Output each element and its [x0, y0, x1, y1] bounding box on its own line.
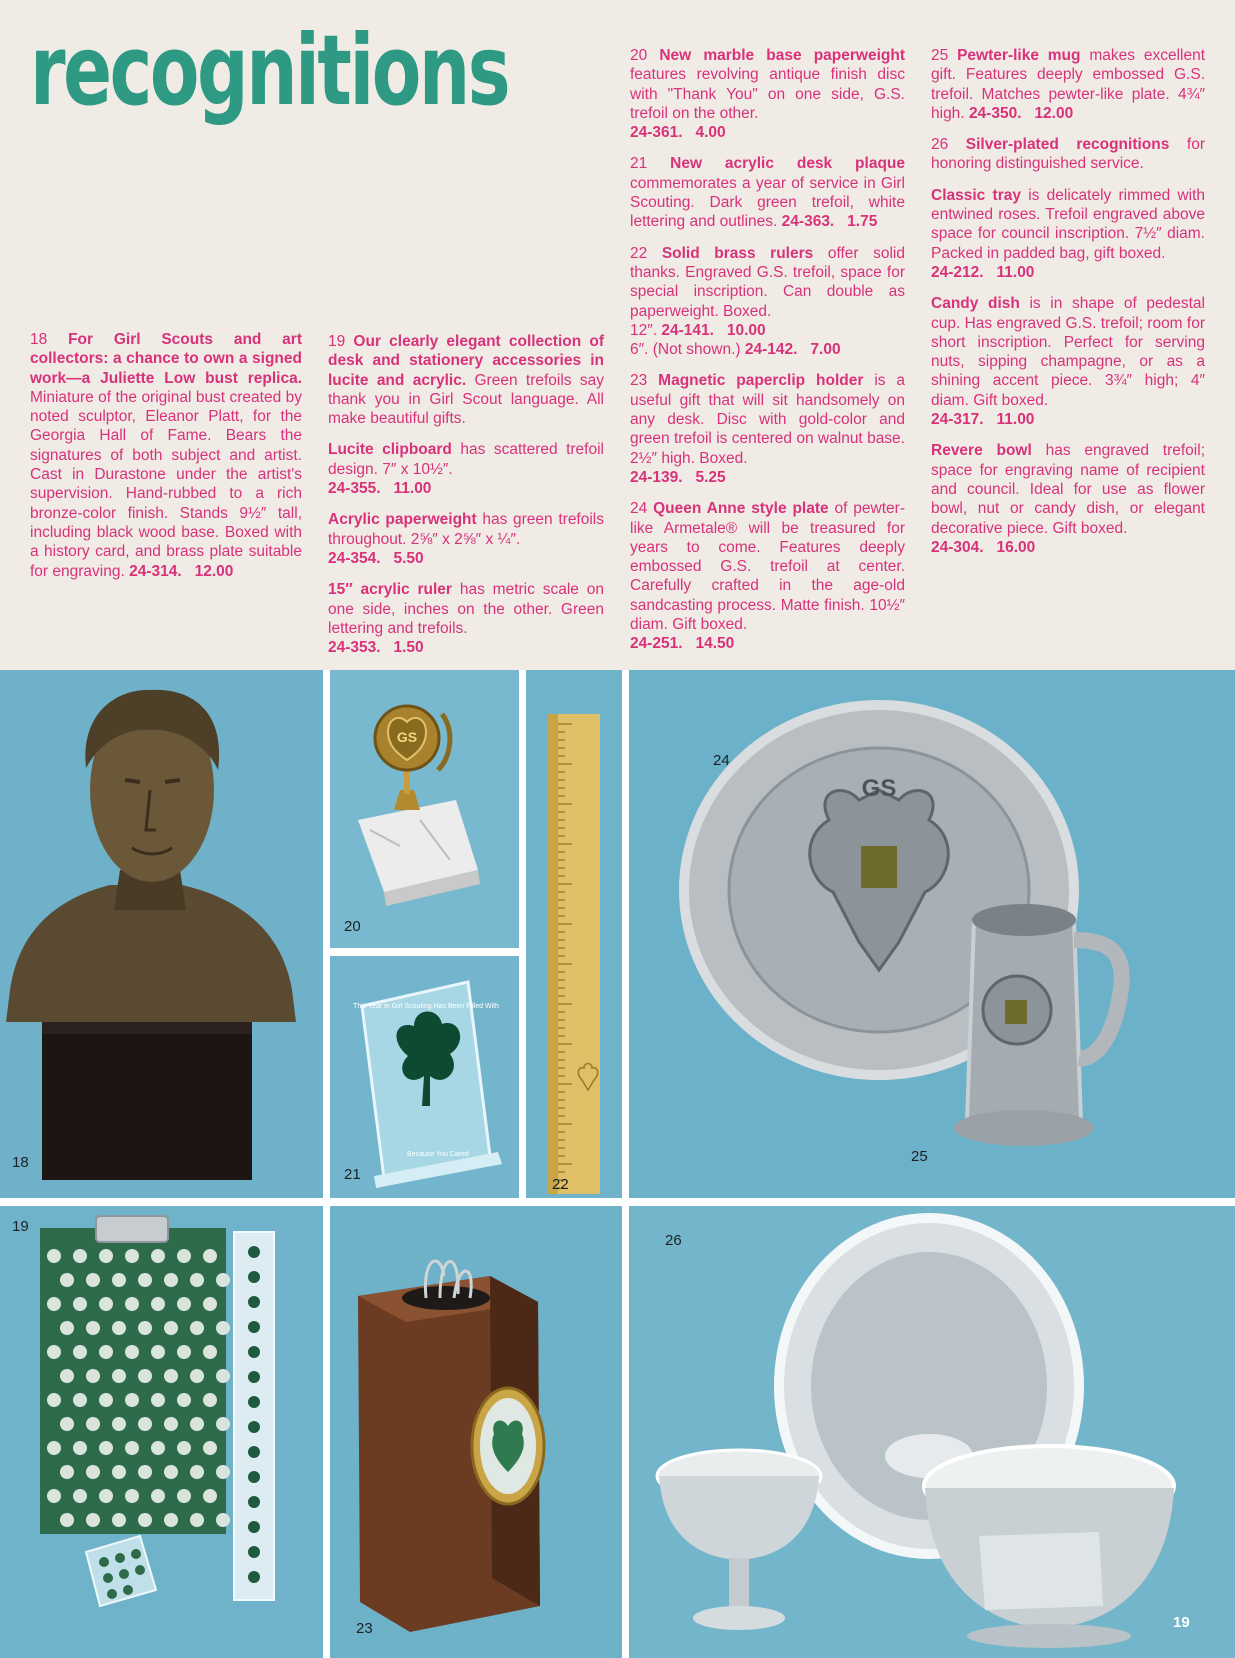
sub-code: 24-353.: [328, 639, 381, 657]
item-19-body: Green trefoils say thank you in Girl Scout language. All make beautiful gifts.: [328, 371, 604, 428]
item-22-code-1: 24-141.: [661, 321, 714, 339]
item-22-price-1: 10.00: [726, 321, 766, 339]
item-20-lead: New marble base paperweight: [659, 47, 905, 64]
trefoil-pattern-dot: [151, 1297, 165, 1311]
trefoil-pattern-dot: [86, 1417, 100, 1431]
column-1: [30, 330, 302, 593]
brass-ruler-illustration: [526, 670, 622, 1198]
item-24-lead: Queen Anne style plate: [653, 500, 829, 518]
photo-label-23: 23: [356, 1620, 373, 1637]
trefoil-pattern-dot: [112, 1417, 126, 1431]
sub-code: 24-304.: [931, 538, 984, 556]
sub-text: has green trefoils throughout. 2⅝″ x 2⅝″ x ¼″.: [328, 511, 605, 548]
plate-emblem-text: GS: [861, 775, 897, 802]
item-22: [630, 244, 905, 360]
trefoil-pattern-dot: [86, 1513, 100, 1527]
item-18-lead: For Girl Scouts and art collectors: a chance to own a signed work—a Juliette Low bust replica.: [30, 331, 302, 387]
item-24-code: 24-251.: [630, 635, 683, 653]
ruler-trefoil: [248, 1471, 260, 1483]
sub-text: has engraved trefoil; space for engraving name of recipient and council. Ideal for use as flower bowl, nut or candy dish, or elegant decorative piece. Gift boxed.: [931, 442, 1206, 537]
photo-24-25-plate-mug: [629, 670, 1235, 1198]
item-25-lead: Pewter-like mug: [957, 47, 1081, 64]
bust-illustration: [0, 670, 323, 1198]
trefoil-pattern-dot: [164, 1513, 178, 1527]
trefoil-pattern-dot: [125, 1489, 139, 1503]
sub-code: 24-355.: [328, 480, 381, 498]
sub-name: Candy dish: [931, 295, 1020, 313]
photo-label-18: 18: [12, 1154, 29, 1171]
photo-label-24: 24: [713, 752, 730, 769]
paperweight-illustration: [330, 670, 519, 948]
trefoil-pattern-dot: [203, 1297, 217, 1311]
sub-text: has metric scale on one side, inches on the other. Green lettering and trefoils.: [328, 581, 604, 637]
item-26-sub-revere-bowl: [931, 441, 1205, 557]
trefoil-pattern-dot: [151, 1489, 165, 1503]
trefoil-pattern-dot: [164, 1321, 178, 1335]
photo-22-brass-ruler: [526, 670, 622, 1198]
sub-name: Revere bowl: [931, 442, 1032, 460]
trefoil-pattern-dot: [177, 1393, 191, 1407]
item-21-number: 21: [630, 155, 648, 173]
sub-price: 1.50: [393, 639, 424, 657]
trefoil-pattern-dot: [216, 1465, 230, 1479]
item-26-body: for honoring distinguished service.: [931, 136, 1205, 173]
trefoil-pattern-dot: [138, 1417, 152, 1431]
trefoil-pattern-dot: [99, 1393, 113, 1407]
ruler-trefoil: [248, 1421, 260, 1433]
sub-code: 24-212.: [931, 263, 984, 281]
trefoil-pattern-dot: [112, 1513, 126, 1527]
item-25-code: 24-350.: [968, 104, 1022, 122]
photo-label-22: 22: [552, 1176, 569, 1193]
sub-code: 24-317.: [931, 411, 984, 429]
trefoil-pattern-dot: [190, 1513, 204, 1527]
item-25-number: 25: [931, 47, 949, 64]
item-26-number: 26: [931, 136, 949, 154]
trefoil-pattern-dot: [60, 1321, 74, 1335]
plaque-bottom-text: Because You Cared: [407, 1151, 469, 1158]
trefoil-pattern-dot: [216, 1513, 230, 1527]
trefoil-pattern-dot: [138, 1465, 152, 1479]
item-24: [630, 499, 905, 653]
trefoil-pattern-dot: [177, 1441, 191, 1455]
trefoil-pattern-dot: [138, 1321, 152, 1335]
item-20-number: 20: [630, 47, 648, 64]
sub-price: 11.00: [996, 411, 1035, 429]
trefoil-pattern-dot: [99, 1345, 113, 1359]
trefoil-pattern-dot: [151, 1393, 165, 1407]
item-19-sub-ruler: [328, 580, 604, 657]
item-22-body: offer solid thanks. Engraved G.S. trefoil, space for special inscription. Can double as paperweight. Boxed.: [630, 244, 905, 320]
trefoil-pattern-dot: [177, 1249, 191, 1263]
ruler-trefoil: [248, 1296, 260, 1308]
item-23-code: 24-139.: [630, 468, 683, 486]
trefoil-pattern-dot: [47, 1249, 61, 1263]
trefoil-pattern-dot: [73, 1249, 87, 1263]
photo-label-19: 19: [12, 1218, 29, 1235]
trefoil-pattern-dot: [73, 1441, 87, 1455]
trefoil-pattern-dot: [138, 1273, 152, 1287]
ruler-trefoil: [248, 1546, 260, 1558]
trefoil-pattern-dot: [60, 1513, 74, 1527]
ruler-trefoil: [248, 1246, 260, 1258]
item-23-lead: Magnetic paperclip holder: [658, 372, 864, 390]
item-23-price: 5.25: [695, 468, 726, 486]
trefoil-pattern-dot: [138, 1513, 152, 1527]
trefoil-pattern-dot: [125, 1393, 139, 1407]
item-25: [931, 46, 1205, 123]
trefoil-pattern-dot: [86, 1465, 100, 1479]
trefoil-pattern-dot: [112, 1273, 126, 1287]
trefoil-pattern-dot: [47, 1345, 61, 1359]
item-20: [630, 46, 905, 142]
sub-text: is delicately rimmed with entwined roses. Trefoil engraved above space for council inscription. 7½″ diam. Packed in padded bag, gift boxed.: [931, 186, 1205, 262]
sub-price: 11.00: [393, 480, 432, 498]
sub-price: 11.00: [996, 263, 1035, 281]
trefoil-pattern-dot: [177, 1345, 191, 1359]
sub-price: 16.00: [996, 538, 1036, 556]
sub-name: Acrylic paperweight: [328, 511, 477, 529]
trefoil-pattern-dot: [112, 1465, 126, 1479]
trefoil-pattern-dot: [99, 1297, 113, 1311]
item-21-body: commemorates a year of service in Girl Scouting. Dark green trefoil, white lettering and outlines.: [630, 174, 905, 231]
sub-code: 24-354.: [328, 549, 381, 567]
ruler-trefoil: [248, 1346, 260, 1358]
trefoil-pattern-dot: [138, 1369, 152, 1383]
item-22-code-2: 24-142.: [744, 341, 798, 359]
sub-name: Classic tray: [931, 186, 1021, 204]
photo-label-20: 20: [344, 918, 361, 935]
trefoil-pattern-dot: [164, 1417, 178, 1431]
item-22-size-2: 6″. (Not shown.): [630, 341, 741, 359]
emblem-text: GS: [396, 729, 418, 745]
item-25-body: makes excellent gift. Features deeply embossed G.S. trefoil. Matches pewter-like plate. 4¾″ high.: [931, 47, 1206, 122]
trefoil-pattern-dot: [86, 1321, 100, 1335]
trefoil-pattern-dot: [203, 1393, 217, 1407]
photo-21-plaque: [330, 956, 519, 1198]
item-19-sub-paperweight: [328, 510, 604, 568]
ruler-trefoil: [248, 1521, 260, 1533]
item-19-sub-clipboard: [328, 440, 604, 498]
trefoil-pattern-dot: [216, 1417, 230, 1431]
item-19-lead: Our clearly elegant collection of desk and stationery accessories in lucite and acrylic.: [328, 333, 604, 389]
trefoil-pattern-dot: [73, 1345, 87, 1359]
item-18-price: 12.00: [194, 562, 234, 580]
trefoil-pattern-dot: [203, 1489, 217, 1503]
item-22-price-2: 7.00: [810, 341, 841, 359]
trefoil-pattern-dot: [73, 1297, 87, 1311]
item-18-number: 18: [30, 331, 48, 348]
trefoil-pattern-dot: [203, 1249, 217, 1263]
trefoil-pattern-dot: [151, 1441, 165, 1455]
trefoil-pattern-dot: [190, 1417, 204, 1431]
trefoil-pattern-dot: [86, 1369, 100, 1383]
item-25-price: 12.00: [1034, 104, 1074, 122]
trefoil-pattern-dot: [164, 1273, 178, 1287]
trefoil-pattern-dot: [125, 1297, 139, 1311]
trefoil-pattern-dot: [190, 1369, 204, 1383]
trefoil-pattern-dot: [190, 1273, 204, 1287]
item-24-number: 24: [630, 500, 648, 518]
item-21-code: 24-363.: [781, 213, 835, 231]
trefoil-pattern-dot: [151, 1345, 165, 1359]
trefoil-pattern-dot: [177, 1297, 191, 1311]
item-23-body: is a useful gift that will sit handsomely on any desk. Disc with gold-color and green trefoil is centered on walnut base. 2½″ high. Boxed.: [630, 372, 906, 467]
column-3: [630, 46, 905, 666]
trefoil-pattern-dot: [164, 1465, 178, 1479]
item-24-price: 14.50: [695, 635, 735, 653]
ruler-trefoil: [248, 1446, 260, 1458]
ruler-trefoil: [248, 1321, 260, 1333]
trefoil-pattern-dot: [203, 1345, 217, 1359]
sub-price: 5.50: [393, 549, 424, 567]
trefoil-pattern-dot: [73, 1393, 87, 1407]
ruler-trefoil: [248, 1371, 260, 1383]
plate-mug-illustration: [629, 670, 1235, 1198]
photo-18-bust: [0, 670, 323, 1198]
item-26-lead: Silver-plated recognitions: [965, 136, 1170, 154]
photo-grid: [0, 670, 1235, 1658]
trefoil-pattern-dot: [47, 1393, 61, 1407]
trefoil-pattern-dot: [60, 1369, 74, 1383]
trefoil-pattern-dot: [125, 1345, 139, 1359]
trefoil-pattern-dot: [164, 1369, 178, 1383]
item-26-sub-tray: [931, 186, 1205, 282]
photo-23-paperclip-holder: [330, 1206, 622, 1658]
trefoil-pattern-dot: [99, 1489, 113, 1503]
trefoil-pattern-dot: [190, 1321, 204, 1335]
trefoil-pattern-dot: [112, 1321, 126, 1335]
photo-label-21: 21: [344, 1166, 361, 1183]
trefoil-pattern-dot: [203, 1441, 217, 1455]
sub-text: is in shape of pedestal cup. Has engraved G.S. trefoil; room for short inscription. Perfect for serving nuts, sipping champagne, or as a shining accent piece. 3¾″ high; 4″ diam. Gift boxed.: [931, 295, 1205, 409]
trefoil-pattern-dot: [60, 1465, 74, 1479]
sub-text: has scattered trefoil design. 7″ x 10½″.: [328, 441, 604, 478]
item-22-size-1: 12″.: [630, 321, 658, 339]
trefoil-pattern-dot: [47, 1489, 61, 1503]
trefoil-pattern-dot: [47, 1297, 61, 1311]
trefoil-pattern-dot: [99, 1441, 113, 1455]
plaque-top-text: This Year in Girl Scouting Has Been Filled With: [353, 1003, 499, 1010]
item-21: [630, 154, 905, 231]
ruler-trefoil: [248, 1496, 260, 1508]
item-26: [931, 135, 1205, 174]
item-21-price: 1.75: [847, 213, 878, 231]
item-18-code: 24-314.: [129, 562, 182, 580]
ruler-trefoil: [248, 1396, 260, 1408]
item-20-price: 4.00: [695, 124, 726, 142]
column-2: [328, 332, 604, 669]
photo-19-lucite-set: [0, 1206, 323, 1658]
plaque-illustration: [330, 956, 519, 1198]
trefoil-pattern-dot: [177, 1489, 191, 1503]
item-22-lead: Solid brass rulers: [661, 244, 814, 262]
item-26-sub-candy-dish: [931, 294, 1205, 429]
item-23: [630, 371, 905, 487]
item-24-body: of pewter-like Armetale® will be treasured for years to come. Features deeply embossed G.S. trefoil at center. Carefully crafted in the age-old sandcasting process. Matte finish. 10½″ diam. Gift boxed.: [630, 500, 905, 634]
photo-label-26: 26: [665, 1232, 682, 1249]
page-number: 19: [1173, 1614, 1190, 1631]
photo-26-silver-set: [629, 1206, 1235, 1658]
lucite-set-illustration: [0, 1206, 323, 1658]
trefoil-pattern-dot: [216, 1273, 230, 1287]
item-18: [30, 330, 302, 581]
item-20-code: 24-361.: [630, 124, 683, 142]
trefoil-pattern-dot: [73, 1489, 87, 1503]
trefoil-pattern-dot: [60, 1417, 74, 1431]
item-20-body: features revolving antique finish disc with "Thank You" on one side, G.S. trefoil on the other.: [630, 66, 905, 122]
item-19-number: 19: [328, 333, 346, 350]
trefoil-pattern-dot: [86, 1273, 100, 1287]
item-18-body: Miniature of the original bust created by noted sculptor, Eleanor Platt, for the Georgia Hall of Fame. Bears the signatures of both subject and artist. Cast in Durastone under the artist's supervision. Hand-rubbed to a rich bronze-color finish. Stands 9½″ tall, including black wood base. Boxed with a history card, and brass plate suitable for engraving.: [30, 388, 302, 580]
item-22-number: 22: [630, 244, 648, 262]
sub-name: 15″ acrylic ruler: [328, 581, 452, 599]
silver-set-illustration: [629, 1206, 1235, 1658]
item-21-lead: New acrylic desk plaque: [670, 155, 905, 173]
trefoil-pattern-dot: [125, 1441, 139, 1455]
ruler-trefoil: [248, 1271, 260, 1283]
item-19: [328, 332, 604, 428]
photo-20-paperweight: [330, 670, 519, 948]
page-title: recognitions: [30, 13, 509, 127]
trefoil-pattern-dot: [190, 1465, 204, 1479]
trefoil-pattern-dot: [151, 1249, 165, 1263]
sub-name: Lucite clipboard: [328, 441, 452, 459]
item-23-number: 23: [630, 372, 648, 390]
trefoil-pattern-dot: [112, 1369, 126, 1383]
ruler-trefoil: [248, 1571, 260, 1583]
photo-label-25: 25: [911, 1148, 928, 1165]
trefoil-pattern-dot: [125, 1249, 139, 1263]
trefoil-pattern-dot: [47, 1441, 61, 1455]
column-4: [931, 46, 1205, 569]
paperclip-holder-illustration: [330, 1206, 622, 1658]
trefoil-pattern-dot: [60, 1273, 74, 1287]
trefoil-pattern-dot: [216, 1369, 230, 1383]
trefoil-pattern-dot: [99, 1249, 113, 1263]
trefoil-pattern-dot: [216, 1321, 230, 1335]
